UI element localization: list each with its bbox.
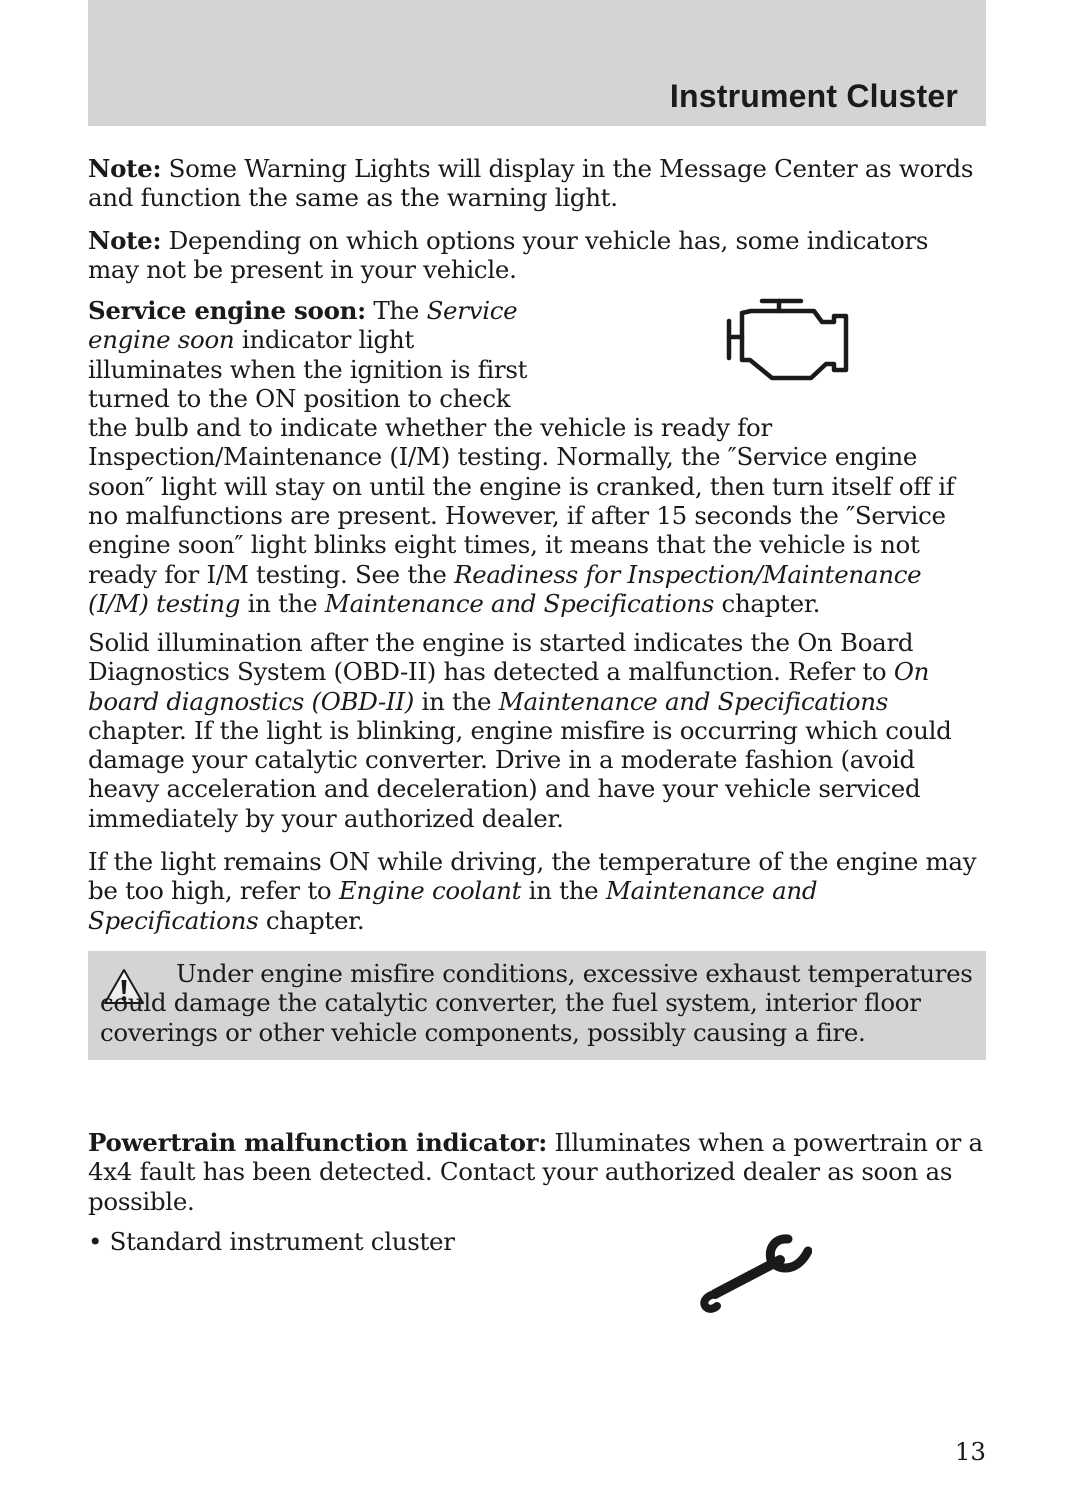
text-run: the bulb and to indicate whether the vehicle is ready for Inspection/Maintenance (I/M) testing. Normally, the ″Service engine soon″ light will stay on until the engine is cranked, then turn itself off if no malfunctions are present. However, if after 15 seconds the ″Service engine soon″ light blinks eight times, it means that the vehicle is not ready for I/M testing. See the (88, 413, 955, 589)
text-run: chapter. If the light is blinking, engine misfire is occurring which could damage your catalytic converter. Drive in a moderate fashion (avoid heavy acceleration and deceleration) and have your vehicle serviced immediately by your authorized dealer. (88, 715, 952, 833)
text-run: chapter. (714, 588, 821, 618)
italic-run: Maintenance and Specifications (324, 588, 715, 618)
check-engine-icon (724, 296, 850, 382)
note-text: Depending on which options your vehicle has, some indicators may not be present in your vehicle. (88, 226, 929, 285)
italic-run: Engine coolant (338, 876, 522, 906)
powertrain-text: Illuminates when a powertrain or a 4x4 fault has been detected. Contact your authorized dealer as soon as possible. (88, 1128, 983, 1216)
list-item (88, 1227, 986, 1256)
page-number: 13 (954, 1437, 986, 1466)
text-run: The (365, 296, 427, 325)
light-remains-on-paragraph (88, 847, 986, 935)
text-run: in the (521, 876, 606, 906)
italic-run: Maintenance and Specifications (88, 876, 818, 935)
bullet-text: • Standard instrument cluster (88, 1227, 455, 1256)
note-paragraph (88, 154, 986, 213)
powertrain-label: Powertrain malfunction indicator: (88, 1128, 547, 1157)
italic-run: Maintenance and Specifications (498, 686, 888, 716)
service-engine-label: Service engine soon: (88, 296, 366, 325)
warning-box (88, 951, 986, 1060)
service-engine-soon-section (88, 296, 986, 618)
text-run: in the (240, 588, 325, 618)
note-text: Some Warning Lights will display in the Message Center as words and function the same as the warning light. (88, 154, 974, 213)
text-run: indicator light illuminates when the ignition is first turned to the ON position to check (88, 325, 528, 413)
text-run: in the (414, 686, 499, 716)
note-label: Note: (88, 154, 162, 183)
page-title: Instrument Cluster (669, 78, 958, 114)
wrench-icon (700, 1234, 812, 1314)
note-paragraph (88, 226, 986, 285)
italic-run: Service engine soon (88, 296, 518, 355)
text-run: If the light remains ON while driving, the temperature of the engine may be too high, refer to (88, 847, 977, 906)
text-run: Solid illumination after the engine is started indicates the On Board Diagnostics System (OBD-II) has detected a malfunction. Refer to (88, 628, 914, 687)
powertrain-paragraph (88, 1128, 986, 1216)
text-run: chapter. (258, 905, 365, 935)
italic-run: On board diagnostics (OBD-II) (88, 657, 930, 716)
note-label: Note: (88, 226, 162, 255)
italic-run: Readiness for Inspection/Maintenance (I/M) testing (88, 559, 922, 618)
solid-illumination-paragraph (88, 628, 986, 833)
warning-text: Under engine misfire conditions, excessive exhaust temperatures could damage the catalytic converter, the fuel system, interior floor coverings or other vehicle components, possibly causing a fire. (100, 959, 973, 1047)
header-band (88, 0, 986, 126)
